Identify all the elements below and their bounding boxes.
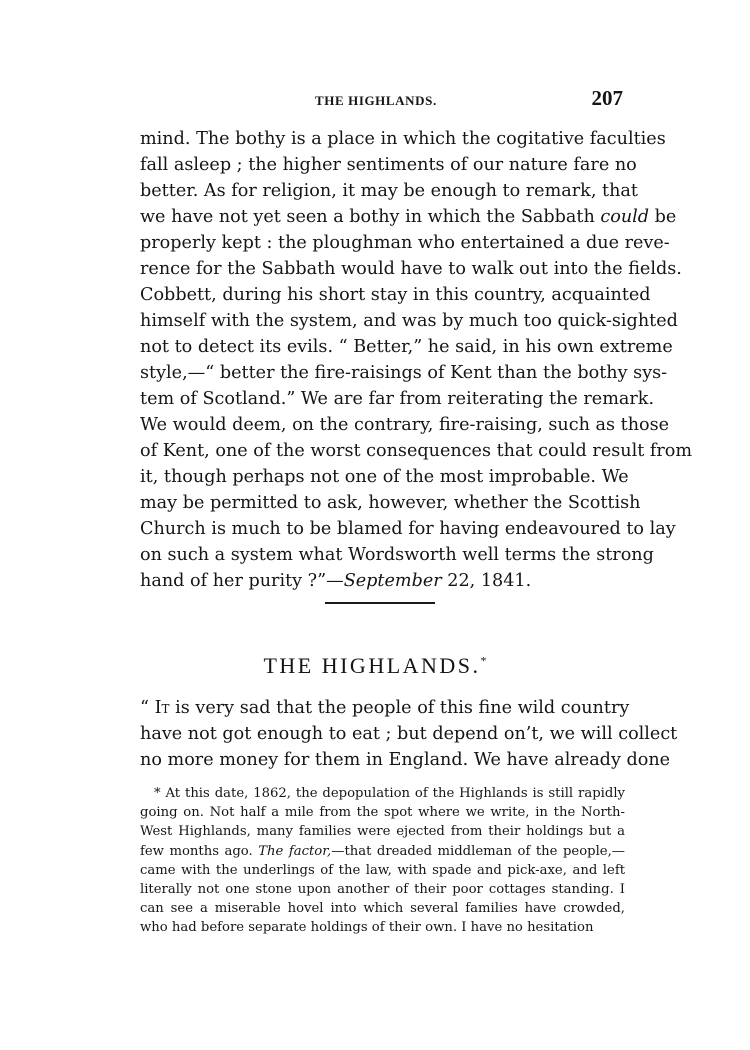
section-divider <box>325 602 435 604</box>
footnote-line: came with the underlings of the law, with spade and pick-axe, and left <box>140 862 625 878</box>
footnote-line: can see a miserable hovel into which several families have crowded, <box>140 901 625 917</box>
text-line: himself with the system, and was by much too quick-sighted <box>140 311 678 331</box>
text-line: Cobbett, during his short stay in this country, acquainted <box>140 285 651 305</box>
page-number: 207 <box>591 86 623 110</box>
running-title: THE HIGHLANDS. <box>315 93 437 108</box>
text-line: properly kept : the ploughman who entertained a due reve- <box>140 233 670 253</box>
text-run: At this date, 1862, the depopulation of the Highlands is still rapidly <box>160 786 625 801</box>
italic-text: September <box>343 571 442 591</box>
text-line <box>140 695 630 721</box>
italic-text: The factor, <box>258 843 332 859</box>
footnote-line <box>140 784 625 803</box>
section-title <box>0 653 750 679</box>
text-run: few months ago. <box>140 843 259 859</box>
footnote-marker: * <box>154 786 161 801</box>
text-line: it, though perhaps not one of the most improbable. We <box>140 467 629 487</box>
text-run: be <box>649 207 677 227</box>
footnote-line: literally not one stone upon another of their poor cottages standing. I <box>140 881 625 897</box>
text-line: rence for the Sabbath would have to walk out into the fields. <box>140 259 682 279</box>
text-line: mind. The bothy is a place in which the cogitative faculties <box>140 129 666 149</box>
text-line: on such a system what Wordsworth well terms the strong <box>140 545 654 565</box>
text-line: style,—“ better the fire-raisings of Kent than the bothy sys- <box>140 363 668 383</box>
section-text <box>140 695 678 773</box>
text-line: We would deem, on the contrary, fire-raising, such as those <box>140 415 670 435</box>
opening-quote: “ <box>140 698 155 718</box>
opening-word: It <box>154 698 170 718</box>
footnote <box>140 784 625 938</box>
text-run: hand of her purity ?”— <box>140 571 344 591</box>
italic-text: could <box>600 207 650 227</box>
footnote-line <box>140 842 625 861</box>
text-line: of Kent, one of the worst consequences that could result from <box>140 441 693 461</box>
text-run: 22, 1841. <box>441 571 532 591</box>
footnote-line: West Highlands, many families were ejected from their holdings but a <box>140 824 625 840</box>
footnote-line: going on. Not half a mile from the spot where we write, in the North- <box>140 805 625 821</box>
text-line: may be permitted to ask, however, whether the Scottish <box>140 493 641 513</box>
text-line: better. As for religion, it may be enough to remark, that <box>140 181 638 201</box>
text-run: —that dreaded middleman of the people,— <box>331 843 625 859</box>
section-title-text: THE HIGHLANDS. <box>263 653 481 678</box>
text-run: we have not yet seen a bothy in which the Sabbath <box>140 207 601 227</box>
footnote-line: who had before separate holdings of their own. I have no hesitation <box>140 920 594 936</box>
body-text <box>140 126 693 594</box>
text-line: Church is much to be blamed for having endeavoured to lay <box>140 519 676 539</box>
running-head <box>140 86 625 116</box>
text-line: tem of Scotland.” We are far from reiterating the remark. <box>140 389 655 409</box>
text-line <box>140 568 625 594</box>
text-line: have not got enough to eat ; but depend on’t, we will collect <box>140 724 678 744</box>
text-line: no more money for them in England. We have already done <box>140 750 671 770</box>
text-line: not to detect its evils. “ Better,” he said, in his own extreme <box>140 337 673 357</box>
text-run: is very sad that the people of this fine wild country <box>169 698 630 718</box>
text-line <box>140 204 677 230</box>
text-line: fall asleep ; the higher sentiments of our nature fare no <box>140 155 637 175</box>
footnote-reference: * <box>480 653 487 668</box>
